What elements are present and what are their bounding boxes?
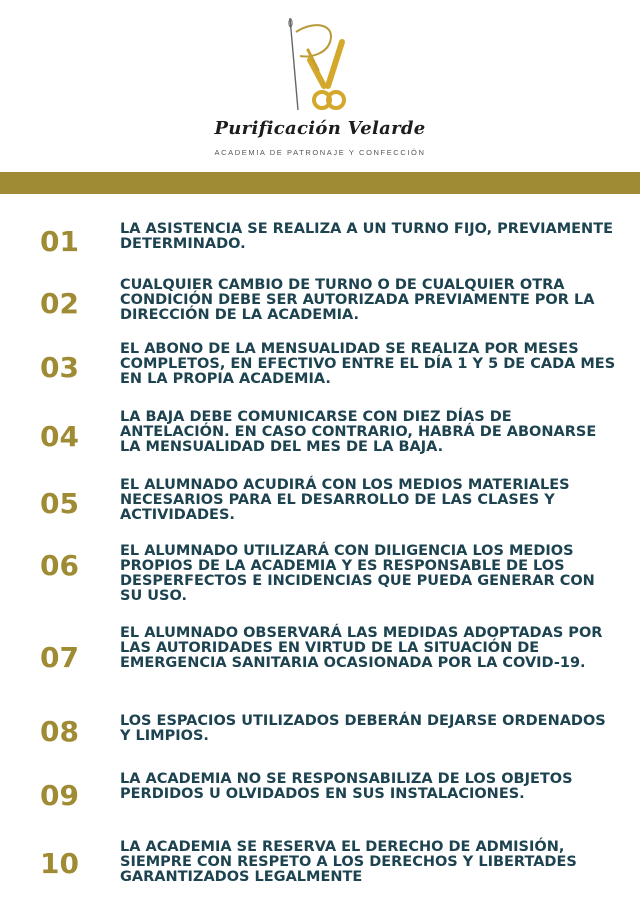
header bbox=[0, 0, 640, 172]
rule-text: LA ASISTENCIA SE REALIZA A UN TURNO FIJO, PREVIAMENTE DETERMINADO. bbox=[120, 221, 613, 252]
rule-text: LA BAJA DEBE COMUNICARSE CON DIEZ DÍAS DE ANTELACIÓN. EN CASO CONTRARIO, HABRÁ DE ABONARSE LA MENSUALIDAD DEL MES DE LA BAJA. bbox=[120, 409, 597, 455]
rule-number: 03 bbox=[40, 351, 79, 384]
rule-number: 05 bbox=[40, 487, 79, 520]
rule-number: 10 bbox=[40, 847, 79, 880]
rule-text: LA ACADEMIA NO SE RESPONSABILIZA DE LOS OBJETOS PERDIDOS U OLVIDADOS EN SUS INSTALACIONES. bbox=[120, 771, 573, 802]
rule-number: 06 bbox=[40, 549, 79, 582]
brand-tagline: ACADEMIA DE PATRONAJE Y CONFECCIÓN bbox=[214, 148, 426, 157]
rule-number: 07 bbox=[40, 641, 79, 674]
gold-divider-band bbox=[0, 172, 640, 194]
rule-number: 09 bbox=[40, 779, 79, 812]
rule-number: 02 bbox=[40, 287, 79, 320]
rule-text: EL ALUMNADO UTILIZARÁ CON DILIGENCIA LOS MEDIOS PROPIOS DE LA ACADEMIA Y ES RESPONSABLE DE LOS DESPERFECTOS E INCIDENCIAS QUE PUEDA GENERAR CON SU USO. bbox=[120, 543, 595, 604]
rule-text: EL ALUMNADO OBSERVARÁ LAS MEDIDAS ADOPTADAS POR LAS AUTORIDADES EN VIRTUD DE LA SITUACIÓN DE EMERGENCIA SANITARIA OCASIONADA POR LA COVID-19. bbox=[120, 625, 603, 671]
rule-text: LA ACADEMIA SE RESERVA EL DERECHO DE ADMISIÓN, SIEMPRE CON RESPETO A LOS DERECHOS Y LIBERTADES GARANTIZADOS LEGALMENTE bbox=[120, 839, 577, 885]
needle-scissors-monogram-icon bbox=[270, 14, 360, 118]
rule-number: 08 bbox=[40, 715, 79, 748]
rule-number: 04 bbox=[40, 420, 79, 453]
rule-number: 01 bbox=[40, 225, 79, 258]
rule-text: EL ALUMNADO ACUDIRÁ CON LOS MEDIOS MATERIALES NECESARIOS PARA EL DESARROLLO DE LAS CLASES Y ACTIVIDADES. bbox=[120, 477, 570, 523]
rule-text: CUALQUIER CAMBIO DE TURNO O DE CUALQUIER OTRA CONDICIÓN DEBE SER AUTORIZADA PREVIAMENTE POR LA DIRECCIÓN DE LA ACADEMIA. bbox=[120, 277, 595, 323]
rule-text: EL ABONO DE LA MENSUALIDAD SE REALIZA POR MESES COMPLETOS, EN EFECTIVO ENTRE EL DÍA 1 Y 5 DE CADA MES EN LA PROPIA ACADEMIA. bbox=[120, 341, 616, 387]
rule-text: LOS ESPACIOS UTILIZADOS DEBERÁN DEJARSE ORDENADOS Y LIMPIOS. bbox=[120, 713, 606, 744]
brand-name: Purificación Velarde bbox=[214, 118, 426, 139]
